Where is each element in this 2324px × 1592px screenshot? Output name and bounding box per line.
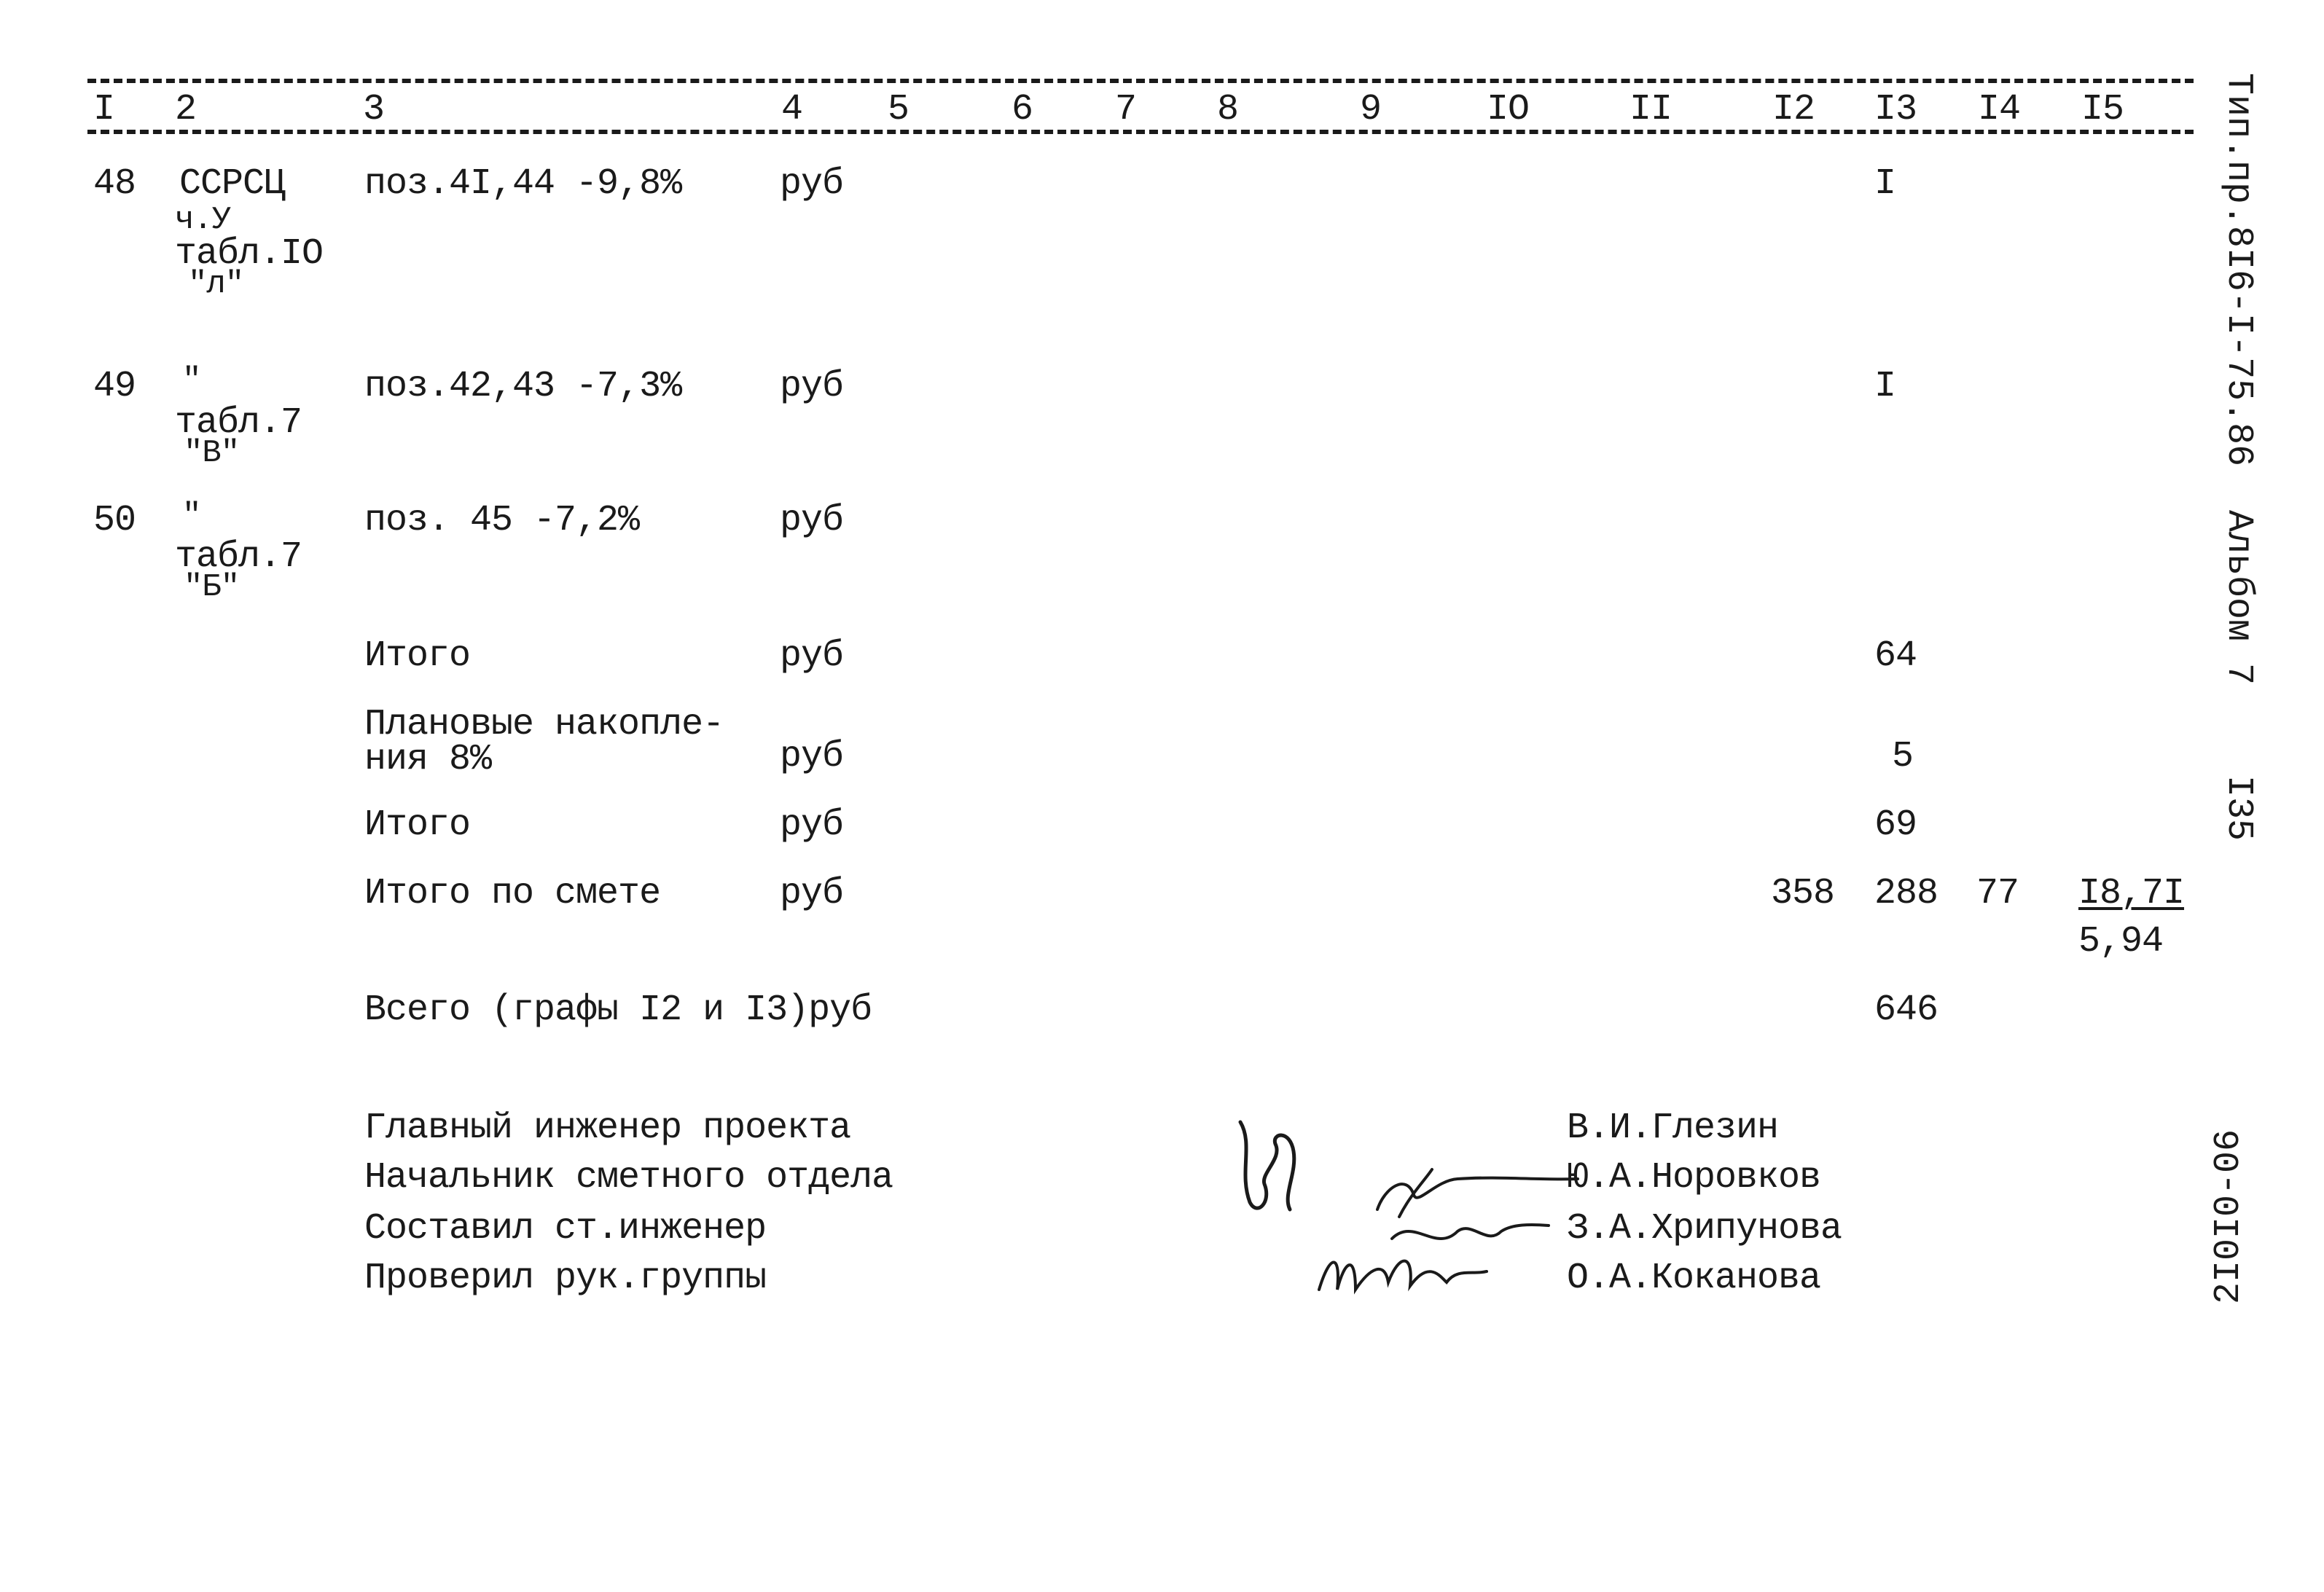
col-header-3: 3 [363,89,385,130]
col-header-9: 9 [1360,89,1382,130]
row-source: " [182,498,201,534]
margin-document-code: 2I0I0-06 [2208,1129,2250,1304]
total-unit: руб [780,804,844,846]
col-header-12: I2 [1772,89,1815,130]
total-col13: 64 [1874,635,1917,677]
total-label: Итого [364,635,471,677]
signature-role: Составил ст.инженер [364,1208,767,1250]
row-source: "В" [184,435,240,471]
estimate-col14: 77 [1976,873,2019,914]
col-header-11: II [1629,89,1672,130]
row-description: поз.4I,44 -9,8% [364,163,682,205]
row-description: поз.42,43 -7,3% [364,366,682,407]
row-source: "л" [188,266,244,302]
signature-name: З.А.Хрипунова [1567,1208,1842,1250]
estimate-col15-top: I8,7I [2078,873,2185,914]
total-col13: 69 [1874,804,1917,846]
col-header-10: IO [1487,89,1530,130]
row-source: ССРСЦ [179,163,286,205]
col-header-14: I4 [1978,89,2021,130]
estimate-col12: 358 [1771,873,1835,914]
row-number: 50 [93,500,136,541]
handwritten-signature-1 [1232,1115,1312,1224]
row-unit: руб [780,366,844,407]
row-source: ч.У [175,202,231,238]
col-header-13: I3 [1874,89,1917,130]
total-unit: руб [780,635,844,677]
col-header-7: 7 [1115,89,1137,130]
planned-savings-label: Плановые накопле- [364,704,724,745]
row-number: 49 [93,366,136,407]
row-source: табл.7 [175,402,302,444]
row-col13: I [1874,163,1896,205]
margin-album: Альбом 7 [2218,510,2259,686]
margin-project-code: Тип.пр.8I6-I-75.86 [2218,73,2259,467]
row-unit: руб [780,163,844,205]
signature-role: Начальник сметного отдела [364,1157,893,1199]
row-number: 48 [93,163,136,205]
grand-total-label: Всего (графы I2 и I3)руб [364,989,872,1031]
row-col13: I [1874,366,1896,407]
estimate-total-label: Итого по смете [364,873,661,914]
col-header-2: 2 [175,89,197,130]
col-header-6: 6 [1012,89,1033,130]
row-source: " [182,362,201,399]
row-source: табл.7 [175,536,302,578]
col-header-8: 8 [1217,89,1239,130]
row-source: "Б" [184,569,240,605]
row-description: поз. 45 -7,2% [364,500,640,541]
handwritten-signature-4 [1312,1239,1516,1304]
margin-page-number: I35 [2218,775,2259,842]
estimate-col15-bottom: 5,94 [2078,921,2164,962]
total-col13: 5 [1892,736,1914,777]
total-unit: руб [780,736,844,777]
total-label: Итого [364,804,471,846]
signature-role: Главный инженер проекта [364,1107,851,1149]
grand-total-col13: 646 [1874,989,1938,1031]
signature-role: Проверил рук.группы [364,1258,767,1299]
col-header-1: I [93,89,115,130]
planned-savings-label: ния 8% [364,739,492,780]
signature-name: В.И.Глезин [1567,1107,1779,1149]
col-header-4: 4 [781,89,803,130]
signature-name: О.А.Коканова [1567,1258,1821,1299]
estimate-col13: 288 [1874,873,1938,914]
total-unit: руб [780,873,844,914]
col-header-15: I5 [2081,89,2124,130]
row-source: табл.IО [175,233,324,275]
row-unit: руб [780,500,844,541]
col-header-5: 5 [888,89,909,130]
header-top-rule [87,79,2194,83]
signature-name: Ю.А.Норовков [1567,1157,1821,1199]
